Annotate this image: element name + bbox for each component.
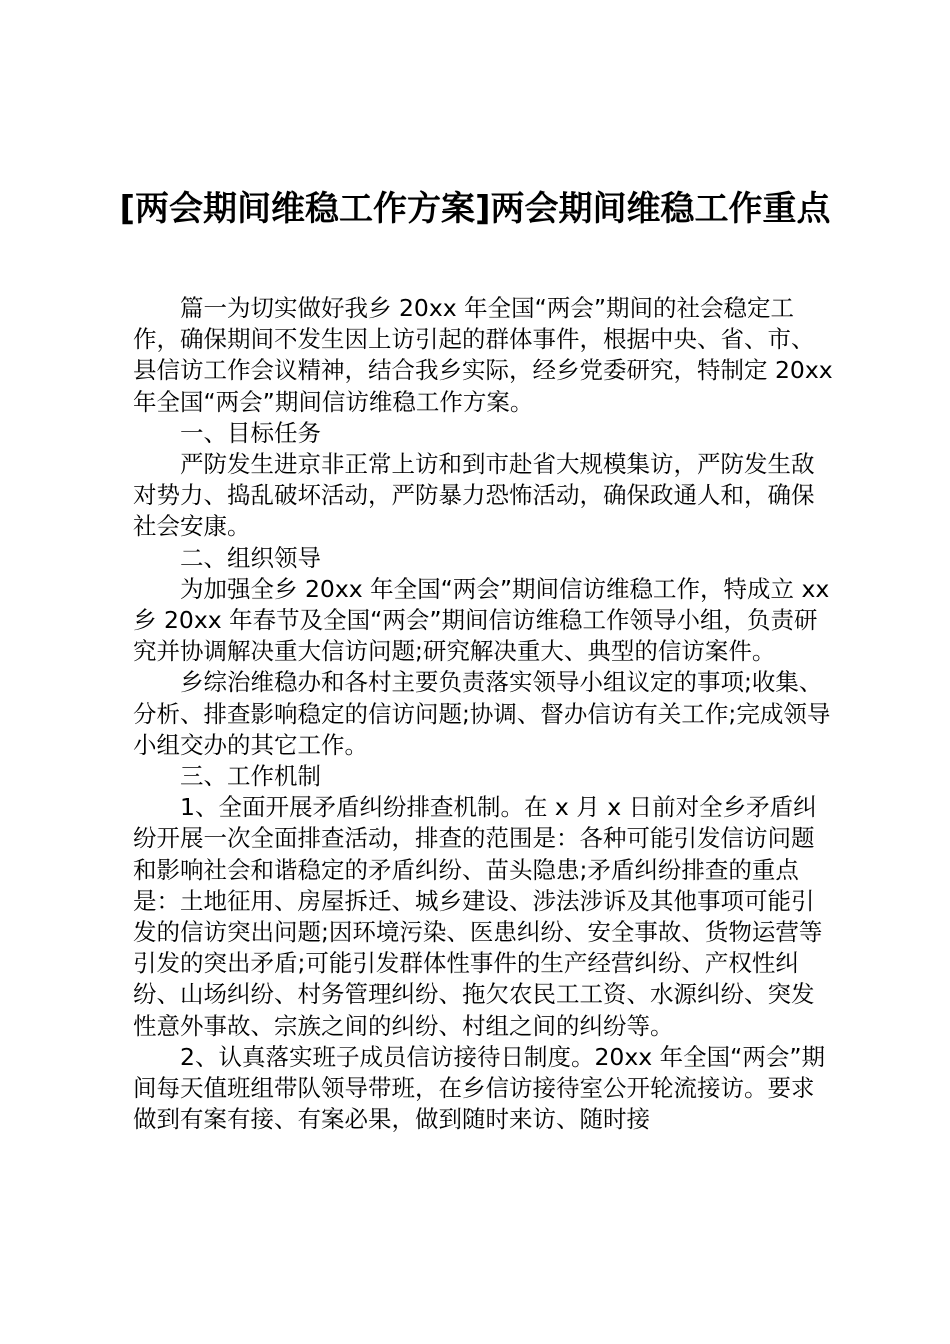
section-heading-goals: 一、目标任务 [180, 418, 321, 447]
document-title: [两会期间维稳工作方案]两会期间维稳工作重点 [119, 189, 831, 229]
section-heading-organization: 二、组织领导 [180, 543, 321, 572]
document-body [133, 293, 833, 1135]
section-heading-mechanism: 三、工作机制 [180, 762, 321, 791]
paragraph-goals: 严防发生进京非正常上访和到市赴省大规模集访，严防发生敌对势力、捣乱破坏活动，严防暴力恐怖活动，确保政通人和，确保社会安康。 [133, 450, 815, 541]
paragraph-organization: 为加强全乡 20xx 年全国“两会”期间信访维稳工作，特成立 xx 乡 20xx 年春节及全国“两会”期间信访维稳工作领导小组，负责研究并协调解决重大信访问题;研究解决重大、典型的信访案件。 [133, 574, 830, 666]
paragraph-mechanism-1: 1、全面开展矛盾纠纷排查机制。在 x 月 x 日前对全乡矛盾纠纷开展一次全面排查活动，排查的范围是：各种可能引发信访问题和影响社会和谐稳定的矛盾纠纷、苗头隐患;矛盾纠纷排查的重点是：土地征用、房屋拆迁、城乡建设、涉法涉诉及其他事项可能引发的信访突出问题;因环境污染、医患纠纷、安全事故、货物运营等引发的突出矛盾;可能引发群体性事件的生产经营纠纷、产权性纠纷、山场纠纷、村务管理纠纷、拖欠农民工工资、水源纠纷、突发性意外事故、宗族之间的纠纷、村组之间的纠纷等。 [133, 793, 823, 1040]
paragraph-mechanism-2: 2、认真落实班子成员信访接待日制度。20xx 年全国“两会”期间每天值班组带队领导带班，在乡信访接待室公开轮流接访。要求做到有案有接、有案必果，做到随时来访、随时接 [133, 1042, 825, 1134]
paragraph-intro: 篇一为切实做好我乡 20xx 年全国“两会”期间的社会稳定工作，确保期间不发生因上访引起的群体事件，根据中央、省、市、县信访工作会议精神，结合我乡实际，经乡党委研究，特制定 20xx 年全国“两会”期间信访维稳工作方案。 [133, 294, 833, 416]
paragraph-office-duties: 乡综治维稳办和各村主要负责落实领导小组议定的事项;收集、分析、排查影响稳定的信访问题;协调、督办信访有关工作;完成领导小组交办的其它工作。 [133, 668, 831, 759]
